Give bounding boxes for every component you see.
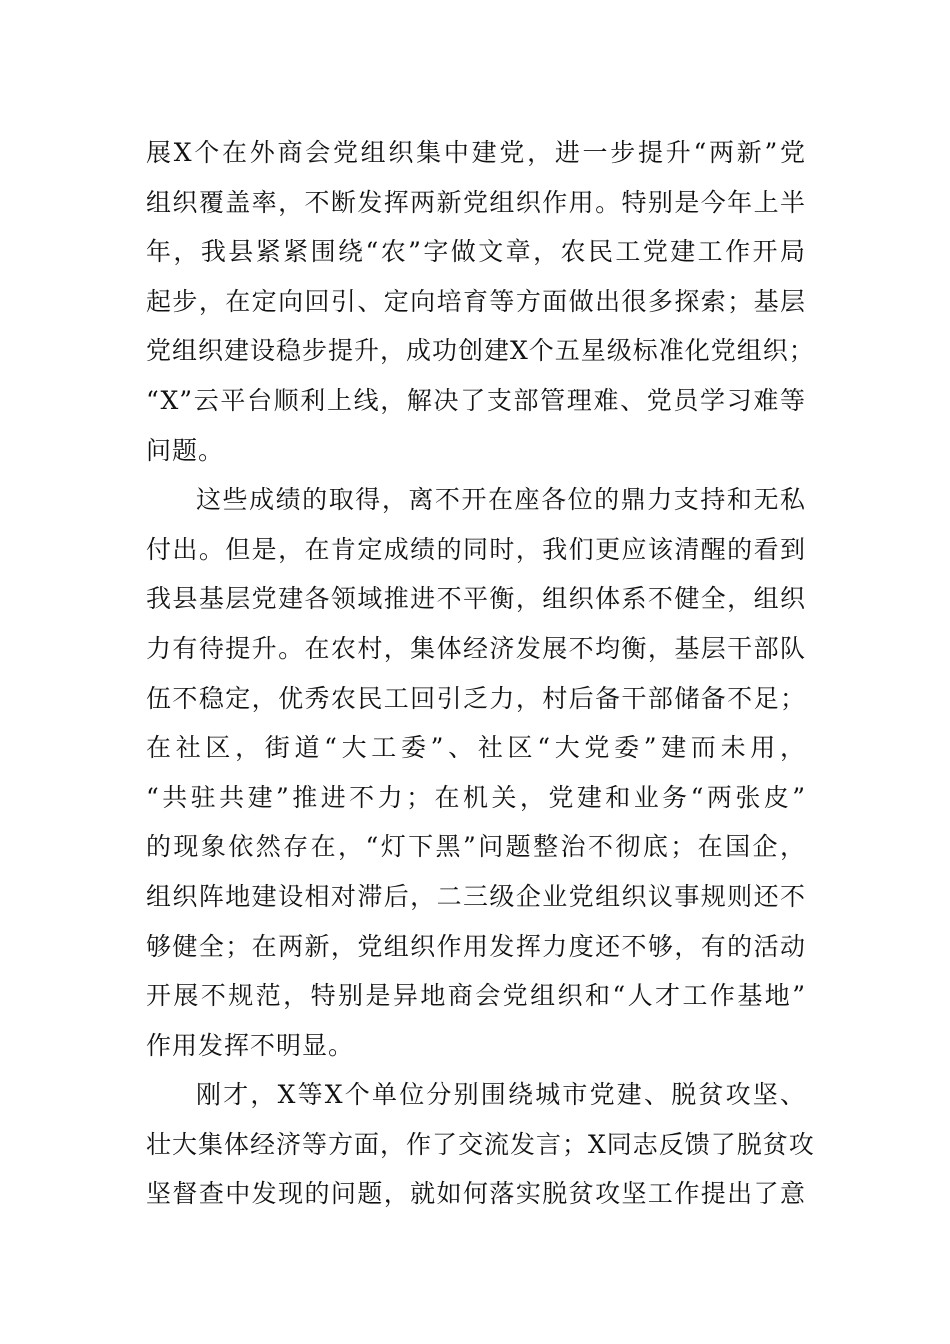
- body-line: 年，我县紧紧围绕“农”字做文章，农民工党建工作开局: [146, 237, 806, 267]
- body-line: 起步，在定向回引、定向培育等方面做出很多探索；基层: [146, 286, 806, 316]
- body-line: 问题。: [146, 435, 225, 465]
- body-line: 开展不规范，特别是异地商会党组织和“人才工作基地”: [146, 981, 806, 1011]
- body-line: 壮大集体经济等方面，作了交流发言；X同志反馈了脱贫攻: [146, 1129, 815, 1159]
- body-line: 够健全；在两新，党组织作用发挥力度还不够，有的活动: [146, 931, 806, 961]
- document-body: [146, 128, 815, 1219]
- body-line: 党组织建设稳步提升，成功创建X个五星级标准化党组织；: [146, 336, 815, 366]
- body-line: “共驻共建”推进不力；在机关，党建和业务“两张皮”: [146, 782, 806, 812]
- body-line: 作用发挥不明显。: [146, 1030, 355, 1060]
- body-line: 我县基层党建各领域推进不平衡，组织体系不健全，组织: [146, 584, 806, 614]
- body-line: “X”云平台顺利上线，解决了支部管理难、党员学习难等: [146, 385, 806, 415]
- body-line: 组织覆盖率，不断发挥两新党组织作用。特别是今年上半: [146, 187, 806, 217]
- body-line: 付出。但是，在肯定成绩的同时，我们更应该清醒的看到: [146, 534, 806, 564]
- body-line: 的现象依然存在，“灯下黑”问题整治不彻底；在国企，: [146, 832, 806, 862]
- paragraph-first-line: 这些成绩的取得，离不开在座各位的鼎力支持和无私: [196, 485, 806, 515]
- body-line: 坚督查中发现的问题，就如何落实脱贫攻坚工作提出了意: [146, 1179, 806, 1209]
- body-line: 伍不稳定，优秀农民工回引乏力，村后备干部储备不足；: [146, 683, 806, 713]
- paragraph-first-line: 刚才，X等X个单位分别围绕城市党建、脱贫攻坚、: [196, 1080, 806, 1110]
- body-line: 展X个在外商会党组织集中建党，进一步提升“两新”党: [146, 138, 806, 167]
- body-line: 组织阵地建设相对滞后，二三级企业党组织议事规则还不: [146, 881, 806, 911]
- body-line: 在社区，街道“大工委”、社区“大党委”建而未用，: [146, 733, 806, 763]
- body-line: 力有待提升。在农村，集体经济发展不均衡，基层干部队: [146, 633, 806, 663]
